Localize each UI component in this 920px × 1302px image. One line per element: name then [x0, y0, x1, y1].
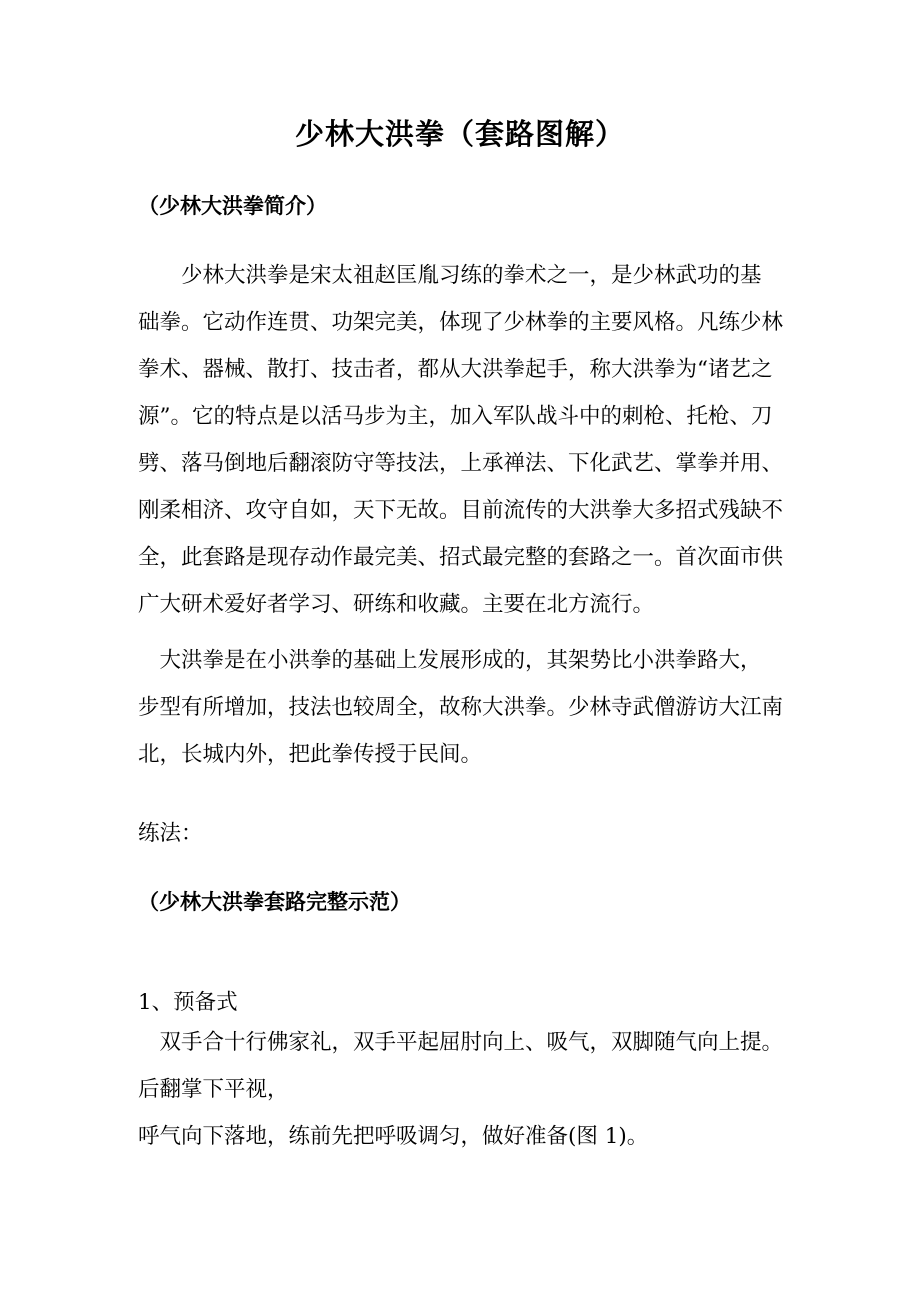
intro-line: 广大研术爱好者学习、研练和收藏。主要在北方流行。	[138, 592, 655, 617]
step1-description	[138, 1019, 798, 1160]
intro-line: 源”。它的特点是以活马步为主，加入军队战斗中的刺枪、托枪、刀	[138, 404, 773, 429]
step1-line: 后翻掌下平视，	[138, 1077, 289, 1102]
intro-paragraph	[138, 252, 798, 628]
intro-heading: （少林大洪拳简介）	[138, 194, 327, 218]
step1-heading: 1、预备式	[138, 990, 238, 1015]
page-title: 少林大洪拳（套路图解）	[294, 117, 625, 151]
second-paragraph	[138, 637, 798, 778]
demo-heading: （少林大洪拳套路完整示范）	[138, 890, 411, 914]
second-paragraph-line: 步型有所增加，技法也较周全，故称大洪拳。少林寺武僧游访大江南	[138, 695, 784, 720]
intro-line: 劈、落马倒地后翻滚防守等技法，上承禅法、下化武艺、掌拳并用、	[138, 451, 784, 476]
intro-line: 全，此套路是现存动作最完美、招式最完整的套路之一。首次面市供	[138, 545, 784, 570]
intro-line: 少林大洪拳是宋太祖赵匡胤习练的拳术之一，是少林武功的基	[138, 263, 762, 288]
intro-line: 拳术、器械、散打、技击者，都从大洪拳起手，称大洪拳为“诸艺之	[138, 357, 773, 382]
intro-line: 础拳。它动作连贯、功架完美，体现了少林拳的主要风格。凡练少林	[138, 310, 784, 335]
intro-line: 刚柔相济、攻守自如，天下无故。目前流传的大洪拳大多招式残缺不	[138, 498, 784, 523]
step1-line: 双手合十行佛家礼，双手平起屈肘向上、吸气，双脚随气向上提。	[138, 1030, 784, 1055]
practice-label: 练法：	[138, 821, 203, 846]
step1-line: 呼气向下落地，练前先把呼吸调匀，做好准备(图 1)。	[138, 1124, 649, 1149]
second-paragraph-line: 大洪拳是在小洪拳的基础上发展形成的，其架势比小洪拳路大，	[138, 648, 762, 673]
second-paragraph-line: 北，长城内外，把此拳传授于民间。	[138, 742, 483, 767]
